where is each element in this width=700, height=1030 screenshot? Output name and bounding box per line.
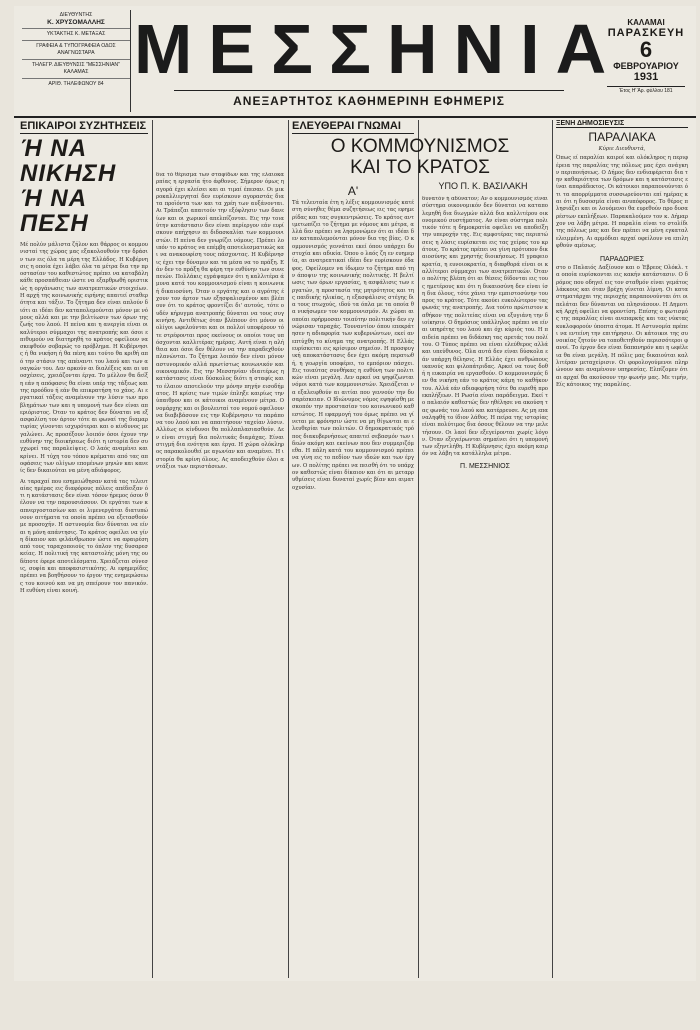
article-2-section-mark: Α' [347,184,359,198]
article-2-body-column [292,184,414,978]
dateline-city: ΚΑΛΑΜΑΙ [627,18,665,27]
article-1-headline-line-1: Ή ΝΑ ΝΙΚΗΣΗ [20,135,117,187]
article-2-column-2 [422,196,548,978]
imprint-director [22,10,130,29]
imprint-editor: ΥΚΤΑΚΤΗΣ Κ. ΜΕΤΑΞΑΣ [22,29,130,41]
article-2-body-continued: δυνατόν ή αδύνατον; Αν ο κομμουνισμός είναι σύστημα οικονομικόν δεν δύναται να καταπολεμηθή δια διωγμών αλλά δια καλλιτέρου οικονομικού συστήματος. Αν είναι σύστημα πολιτικόν τότε η δημοκρατία οφείλει να αποδείξη την υπεροχήν της. Εις αμφοτέρας τας περιπτώσεις η λύσις ευρίσκεται εις τας χείρας του κράτους. Το κράτος πρέπει να γίνη πρότυπον δικαιοσύνης και χρηστής διοικήσεως. Η γραφειοκρατία, η ευνοιοκρατία, η διαφθορά είναι οι καλλίτεροι σύμμαχοι των ανατρεπτικών. Όταν ο πολίτης βλέπη ότι αι θέσεις δίδονται εις τους ημετέρους και ότι η δικαιοσύνη δεν είναι ίση δια όλους, τότε χάνει την εμπιστοσύνην του προς το κράτος. Τότε ακούει ευκολώτερον τας φωνάς της ανατροπής. Δια τούτο πρώτιστον καθήκον της πολιτείας είναι να εξυγιάνη την διοίκησιν. Ο δημόσιος υπάλληλος πρέπει να είναι υπηρέτης του λαού και όχι κύριός του. Η παιδεία πρέπει να διδάσκη τας αρετάς του πολίτου. Ο Τύπος πρέπει να είναι ελεύθερος αλλά και υπεύθυνος. Όλα αυτά δεν είναι δύσκολα εάν υπάρχη θέλησις. Η Ελλάς έχει ανθρώπους ικανούς και φιλοπάτριδας. Αρκεί να τους δοθή η ευκαιρία να εργασθούν. Ο κομμουνισμός δεν θα νικήση εάν το κράτος κάμη το καθήκον του. Αλλά εάν αδιαφορήση τότε θα ευρεθή προ εκπλήξεων. Η Ρωσία είναι παράδειγμα. Εκεί το παλαιόν καθεστώς δεν ηθέλησε να ακούση τας φωνάς του λαού και κατέρρευσε. Ας μη επαναληφθή το ίδιον λάθος. Η πείρα της ιστορίας είναι πολύτιμος δια όσους θέλουν να την μελετήσουν. Οι λαοί δεν εξεγείρονται χωρίς λόγον. Όταν εξεγείρωνται σημαίνει ότι η υπομονή των εξηντλήθη. Η Κυβέρνησις έχει ακόμη καιρόν να λάβη τα κατάλληλα μέτρα. [422,196,548,458]
article-1-body-b: Αι ταραχαί που εσημειώθησαν κατά τας τελευταίας ημέρας εις διαφόρους πόλεις απέδειξαν ότι η κατάστασις δεν είναι τόσον ήρεμος όσον θέλουν να την παρουσιάσουν. Οι εργάται των καπνεργοστασίων και οι λιμενεργάται διατυπώνουν αιτήματα τα οποία πρέπει να εξετασθούν με προσοχήν. Η αστυνομία δεν δύναται να είναι η μόνη απάντησις. Το κράτος οφείλει να γίνη δίκαιον και φιλάνθρωπον ώστε να αφαιρέση από τους ταραχοποιούς το όπλον της δυσαρεσκείας. Η πολιτική της καταστολής μόνη της ουδέποτε έφερε αποτελέσματα. Χρειάζεται σύνεσις, σοφία και αποφασιστικότης. Αι εφημερίδες πρέπει να βοηθήσουν το έργον της ενημερώσεως του κοινού και να μη σπείρουν τον πανικόν. Η ευθύνη είναι κοινή. [20,478,148,594]
article-2-headline-line-1: Ο ΚΟΜΜΟΥΝΙΣΜΟΣ [330,136,510,157]
article-2-body: Τά τελευταία έτη η λέξις κομμουνισμός κατέστη σύνηθες θέμα συζητήσεως εις τας εφημερίδας και τας συγκεντρώσεις. Το κράτος αντιμετωπίζει το ζήτημα με νόμους και μέτρα, αλλά δεν πρέπει να λησμονώμεν ότι αι ιδέαι δεν καταπολεμούνται μόνον δια της βίας. Ο κομμουνισμός γεννάται εκεί όπου υπάρχει δυστυχία και αδικία. Όπου ο λαός ζη εν ευημερία, αι ανατρεπτικαί ιδέαι δεν ευρίσκουν έδαφος. Οφείλομεν να ίδωμεν το ζήτημα από την άποψιν της κοινωνικής πολιτικής. Η βελτίωσις των όρων εργασίας, η ασφάλισις των εργατών, η προστασία της μητρότητος και της παιδικής ηλικίας, η εξασφάλισις στέγης δια τους πτωχούς, ιδού τα όπλα με τα οποία θα νικήσωμεν τον κομμουνισμόν. Αι χώραι αι οποίαι εφήρμοσαν τοιαύτην πολιτικήν δεν εγνώρισαν ταραχάς. Τουναντίον όπου επεκράτησεν η αδιαφορία των κυβερνώντων, εκεί ανεπτύχθη το κίνημα της ανατροπής. Η Ελλάς ευρίσκεται εις κρίσιμον σημείον. Η προσφυγική αποκατάστασις δεν έχει ακόμη περατωθή, η γεωργία υποφέρει, το εμπόριον πάσχει. Εις τοιαύτας συνθήκας η ευθύνη των πολιτικών είναι μεγάλη. Δεν αρκεί να ψηφίζωνται νόμοι κατά των κομμουνιστών. Χρειάζεται να εξαλειφθούν αι αιτίαι που γεννούν την δυσαρέσκειαν. Ο Ιδιώνυμος νόμος εψηφίσθη με σκοπόν την προστασίαν του κοινωνικού καθεστώτος. Η εφαρμογή του όμως πρέπει να γίνεται με φρόνησιν ώστε να μη θίγωνται αι ελευθερίαι των πολιτών. Ο δημοκρατικός τρόπος διακυβερνήσεως απαιτεί σεβασμόν των ιδεών ακόμη και εκείνων που δεν συμμεριζόμεθα. Η πάλη κατά του κομμουνισμού πρέπει να γίνη εις το πεδίον των ιδεών και των έργων. Ο πολίτης πρέπει να πεισθή ότι το υπάρχον καθεστώς είναι δίκαιον και ότι αι μεταρρυθμίσεις είναι δυναταί χωρίς βίαν και αιματοχυσίαν. [292,200,414,491]
dateline-month: ΦΕΒΡΟΥΑΡΙΟΥ [613,61,679,71]
article-1-kicker: ΕΠΙΚΑΙΡΟΙ ΣΥΖΗΤΗΣΕΙΣ [20,120,147,132]
article-1-column-2 [156,172,284,1030]
newspaper-title: ΜΕΣΣΗΝΙΑ [134,10,623,88]
dateline-issue: Έτος Η' Άρ. φύλλου 181 [607,86,685,94]
article-2-kicker: ΕΛΕΥΘΕΡΑΙ ΓΝΩΜΑΙ [292,120,414,134]
article-3-section: ΠΑΡΑΔΩΡΙΕΣ [599,256,645,264]
article-1-body-continued: δια τό θέρισμα των σταφίδων και της ελαιοκαρπίας η εργασία ήτο άφθονος. Σήμερον όμως η αγορά έχει κλείσει και αι τιμαί έπεσαν. Οι μικροκαλλιεργηταί δεν ευρίσκουν αγοραστάς δια τα προϊόντα των και τα χρέη των αυξάνονται. Αι Τράπεζαι απαιτούν την εξόφλησιν των δανείων και οι χωρικοί απελπίζονται. Εις την τοιαύτην κατάστασιν δεν είναι περίεργον εάν ευρίσκουν απήχησιν αι διδασκαλίαι των κομμουνιστών. Η πείνα δεν γνωρίζει νόμους. Πρέπει λοιπόν το κράτος να επέμβη αποτελεσματικώς και να ανακουφίση τους πάσχοντας. Η Κυβέρνησις έχει την δύναμιν και τα μέσα να το πράξη. Εάν δεν το πράξη θα φέρη την ευθύνην των συνεπειών. Πολλάκις εγράψαμεν ότι η καλλιτέρα άμυνα κατά του κομμουνισμού είναι η κοινωνική δικαιοσύνη. Όταν ο εργάτης και ο αγρότης έχουν τον άρτον των εξησφαλισμένον και βλέπουν ότι το κράτος φροντίζει δι' αυτούς, τότε ουδέν κήρυγμα ανατροπής δύναται να τους συγκινήση. Αντιθέτως όταν βλέπουν ότι μόνον οι ολίγοι ωφελούνται και οι πολλοί υποφέρουν τότε στρέφονται προς εκείνους οι οποίοι τους υπόσχονται καλλιτέρας ημέρας. Αυτή είναι η αλήθεια και όσοι δεν θέλουν να την παραδεχθούν πλανώνται. Το ζήτημα λοιπόν δεν είναι μόνον αστυνομικόν αλλά πρωτίστως κοινωνικόν και οικονομικόν. Εις την Μεσσηνίαν ιδιαιτέρως η κατάστασις είναι δύσκολος διότι η σταφίς και το έλαιον αποτελούν την μόνην πηγήν εισοδήματος. Η κρίσις των τιμών έπληξε καιρίως την ύπαιθρον και οι κάτοικοι αναμένουν μέτρα. Ο νομάρχης και οι βουλευταί του νομού οφείλουν να διαβιβάσουν εις την Κυβέρνησιν τα παράπονα του λαού και να απαιτήσουν ταχείαν λύσιν. Αλλέως οι κίνδυνοι θα πολλαπλασιασθούν. Δεν είναι στιγμή δια πολιτικάς διαμάχας. Είναι στιγμή δια ενότητα και έργα. Η χώρα ολόκληρος παρακολουθεί με αγωνίαν και αναμένει. Η ιστορία θα κρίνη όλους. Ας αποδειχθούν όλοι αντάξιοι των περιστάσεων. [156,172,284,470]
dateline-year: 1931 [633,71,659,83]
article-3-body-a: Όπως εί παραλίαι καιροί και ολόκληρος η περιφέρεια της παραλίας της πόλεως μας έχει ανάγκην περιποιήσεως. Ο Δήμος δεν ενδιαφέρεται δια την καθαριότητα των δρόμων και η κατάστασις είναι απαράδεκτος. Οι κάτοικοι παραπονούνται ότι τα απορρίμματα συσσωρεύονται επί ημέρας και ότι η δυσοσμία είναι ανυπόφορος. Το θέρος πλησιάζει και οι λουόμενοι θα ευρεθούν προ δυσαρέστων εκπλήξεων. Παρακαλούμεν τον κ. Δήμαρχον να λάβη μέτρα. Η παραλία είναι το στολίδι της πόλεως μας και δεν πρέπει να μένη εγκαταλελειμμένη. Αι αρμόδιαι αρχαί οφείλουν να επιληφθούν αμέσως. [556,155,688,249]
column-rule [152,120,153,978]
dateline-day: 6 [639,37,653,62]
imprint-director-name: Κ. ΧΡΥΣΟΜΑΛΛΗΣ [47,19,105,26]
imprint-telegraph: ΤΗΛΕΓΡ. ΔΙΕΥΘΥΝΣΙΣ "ΜΕΣΣΗΝΙΑΝ" ΚΑΛΑΜΑΣ [22,60,130,79]
article-3-kicker: ΞΕΝΗ ΔΗΜΟΣΙΕΥΣΙΣ [556,120,688,128]
dateline-weekday: ΠΑΡΑΣΚΕΥΗ [607,27,685,39]
imprint-box [22,10,131,112]
article-1-body-a: Μέ πολύν μάλιστα ζήλον και θάρρος οι κομμουνισταί της χώρας μας εξακολουθούν την δράσιν των εις όλα τα μέρη της Ελλάδος. Η Κυβέρνησις η οποία έχει λάβει όλα τα μέτρα δια την προστασίαν του καθεστώτος πρέπει να καταβάλη κάθε προσπάθειαν ώστε να εξαρθρωθή οριστικώς η οργάνωσις των ανατρεπτικών στοιχείων. Η αρχή της κοινωνικής ειρήνης απαιτεί σταθερότητα και τάξιν. Το ζήτημα δεν είναι απλούν διότι αι ιδέαι δεν καταπολεμούνται μόνον με νόμους αλλά και με την βελτίωσιν των όρων της ζωής του λαού. Η πείνα και η ανεργία είναι οι καλύτεροι σύμμαχοι της ανατροπής και όσοι επιθυμούν να διατηρηθή το κράτος οφείλουν να σκεφθούν σοβαρώς το πρόβλημα. Η Κυβέρνησις ή θα νικήση ή θα πέση και τούτο θα κριθή από την στάσιν της απέναντι του λαού και των αναγκών του. Δεν αρκούν αι διαλέξεις και αι υποσχέσεις, χρειάζονται έργα. Το μέλλον θα δείξη εάν η απόφασις θα είναι υπέρ της τάξεως και της προόδου ή εάν θα επικρατήση το χάος. Αι εργατικαί τάξεις αναμένουν την λύσιν των προβλημάτων των και η υπομονή των δεν είναι απεριόριστος. Όταν το κράτος δεν δύναται να εξασφαλίση τον άρτον τότε αι φωναί της διαμαρτυρίας γίνονται ισχυρότεραι και ο κίνδυνος μεγαλώνει. Ας προσέξουν λοιπόν όσοι έχουν την ευθύνην της διοικήσεως διότι η ιστορία δεν συγχωρεί τας παραλείψεις. Ο λαός αναμένει και κρίνει. Η τύχη του τόπου κρέμαται από τας αποφάσεις των ολίγων επομένων μηνών και κανείς δεν δικαιούται να μένη αδιάφορος. [20,242,148,475]
column-rule [552,120,553,978]
article-1-headline-line-2: Ή ΝΑ ΠΕΣΗ [20,185,89,237]
article-3-headline: ΠΑΡΑΛΙΑΚΑ [588,130,656,144]
column-rule [418,120,419,978]
imprint-offices: ΓΡΑΦΕΙΑ & ΤΥΠΟΓΡΑΦΕΙΑ ΟΔΟΣ ΑΝΑΓΝΩΣΤΑΡΑ [22,41,130,60]
masthead-rule [174,90,564,91]
column-rule [288,120,289,978]
article-2-byline: ΥΠΟ Π. Κ. ΒΑΣΙΛΑΚΗ [438,181,528,191]
article-3-salutation: Κύριε Διευθυντά, [598,146,646,152]
imprint-director-label: ΔΙΕΥΘΥΝΤΗΣ [59,12,93,18]
masthead [134,10,623,108]
article-2-byline-box [418,178,548,192]
imprint-phone: ΑΡΙΘ. ΤΗΛΕΦΩΝΟΥ 84 [48,81,104,87]
dateline [607,18,685,94]
article-1-column-1 [20,120,148,978]
article-2-headline-line-2: ΚΑΙ ΤΟ ΚΡΑΤΟΣ [350,157,490,178]
article-3-column [556,120,688,978]
newspaper-subtitle: ΑΝΕΞΑΡΤΗΤΟΣ ΚΑΘΗΜΕΡΙΝΗ ΕΦΗΜΕΡΙΣ [233,94,505,108]
article-3-body-b: στο ο Παλαιός Δαξίουον και ο Έβρεος Ολόκλ. τα οποία ευρίσκονται εις κακήν κατάστασιν. Ο δρόμος που οδηγεί εις τον σταθμόν είναι γεμάτος λάκκους και όταν βρέχη γίνεται λίμνη. Οι καταστηματάρχαι της περιοχής παραπονούνται ότι οι πελάται δεν δύνανται να πλησιάσουν. Η Δημοτική Αρχή οφείλει να φροντίση. Επίσης ο φωτισμός της παραλίας είναι ανεπαρκής και τας νύκτας κυκλοφορούν ύποπτα άτομα. Η Αστυνομία πρέπει να εντείνη την επιτήρησιν. Οι κάτοικοι της συνοικίας ζητούν να τοποθετηθούν περισσότεροι φανοί. Το έργον δεν είναι δαπανηρόν και η ωφέλεια θα είναι μεγάλη. Η πόλις μας δικαιούται καλλιτέραν μεταχείρισιν. Οι φορολογούμενοι πληρώνουν και αναμένουν υπηρεσίας. Ελπίζομεν ότι αι αρχαί θα ακούσουν την φωνήν μας. Με τιμήν, Είς κάτοικος της παραλίας. [556,265,688,388]
article-2-signature: Π. ΜΕΣΣΗΝΙΟΣ [460,462,510,470]
